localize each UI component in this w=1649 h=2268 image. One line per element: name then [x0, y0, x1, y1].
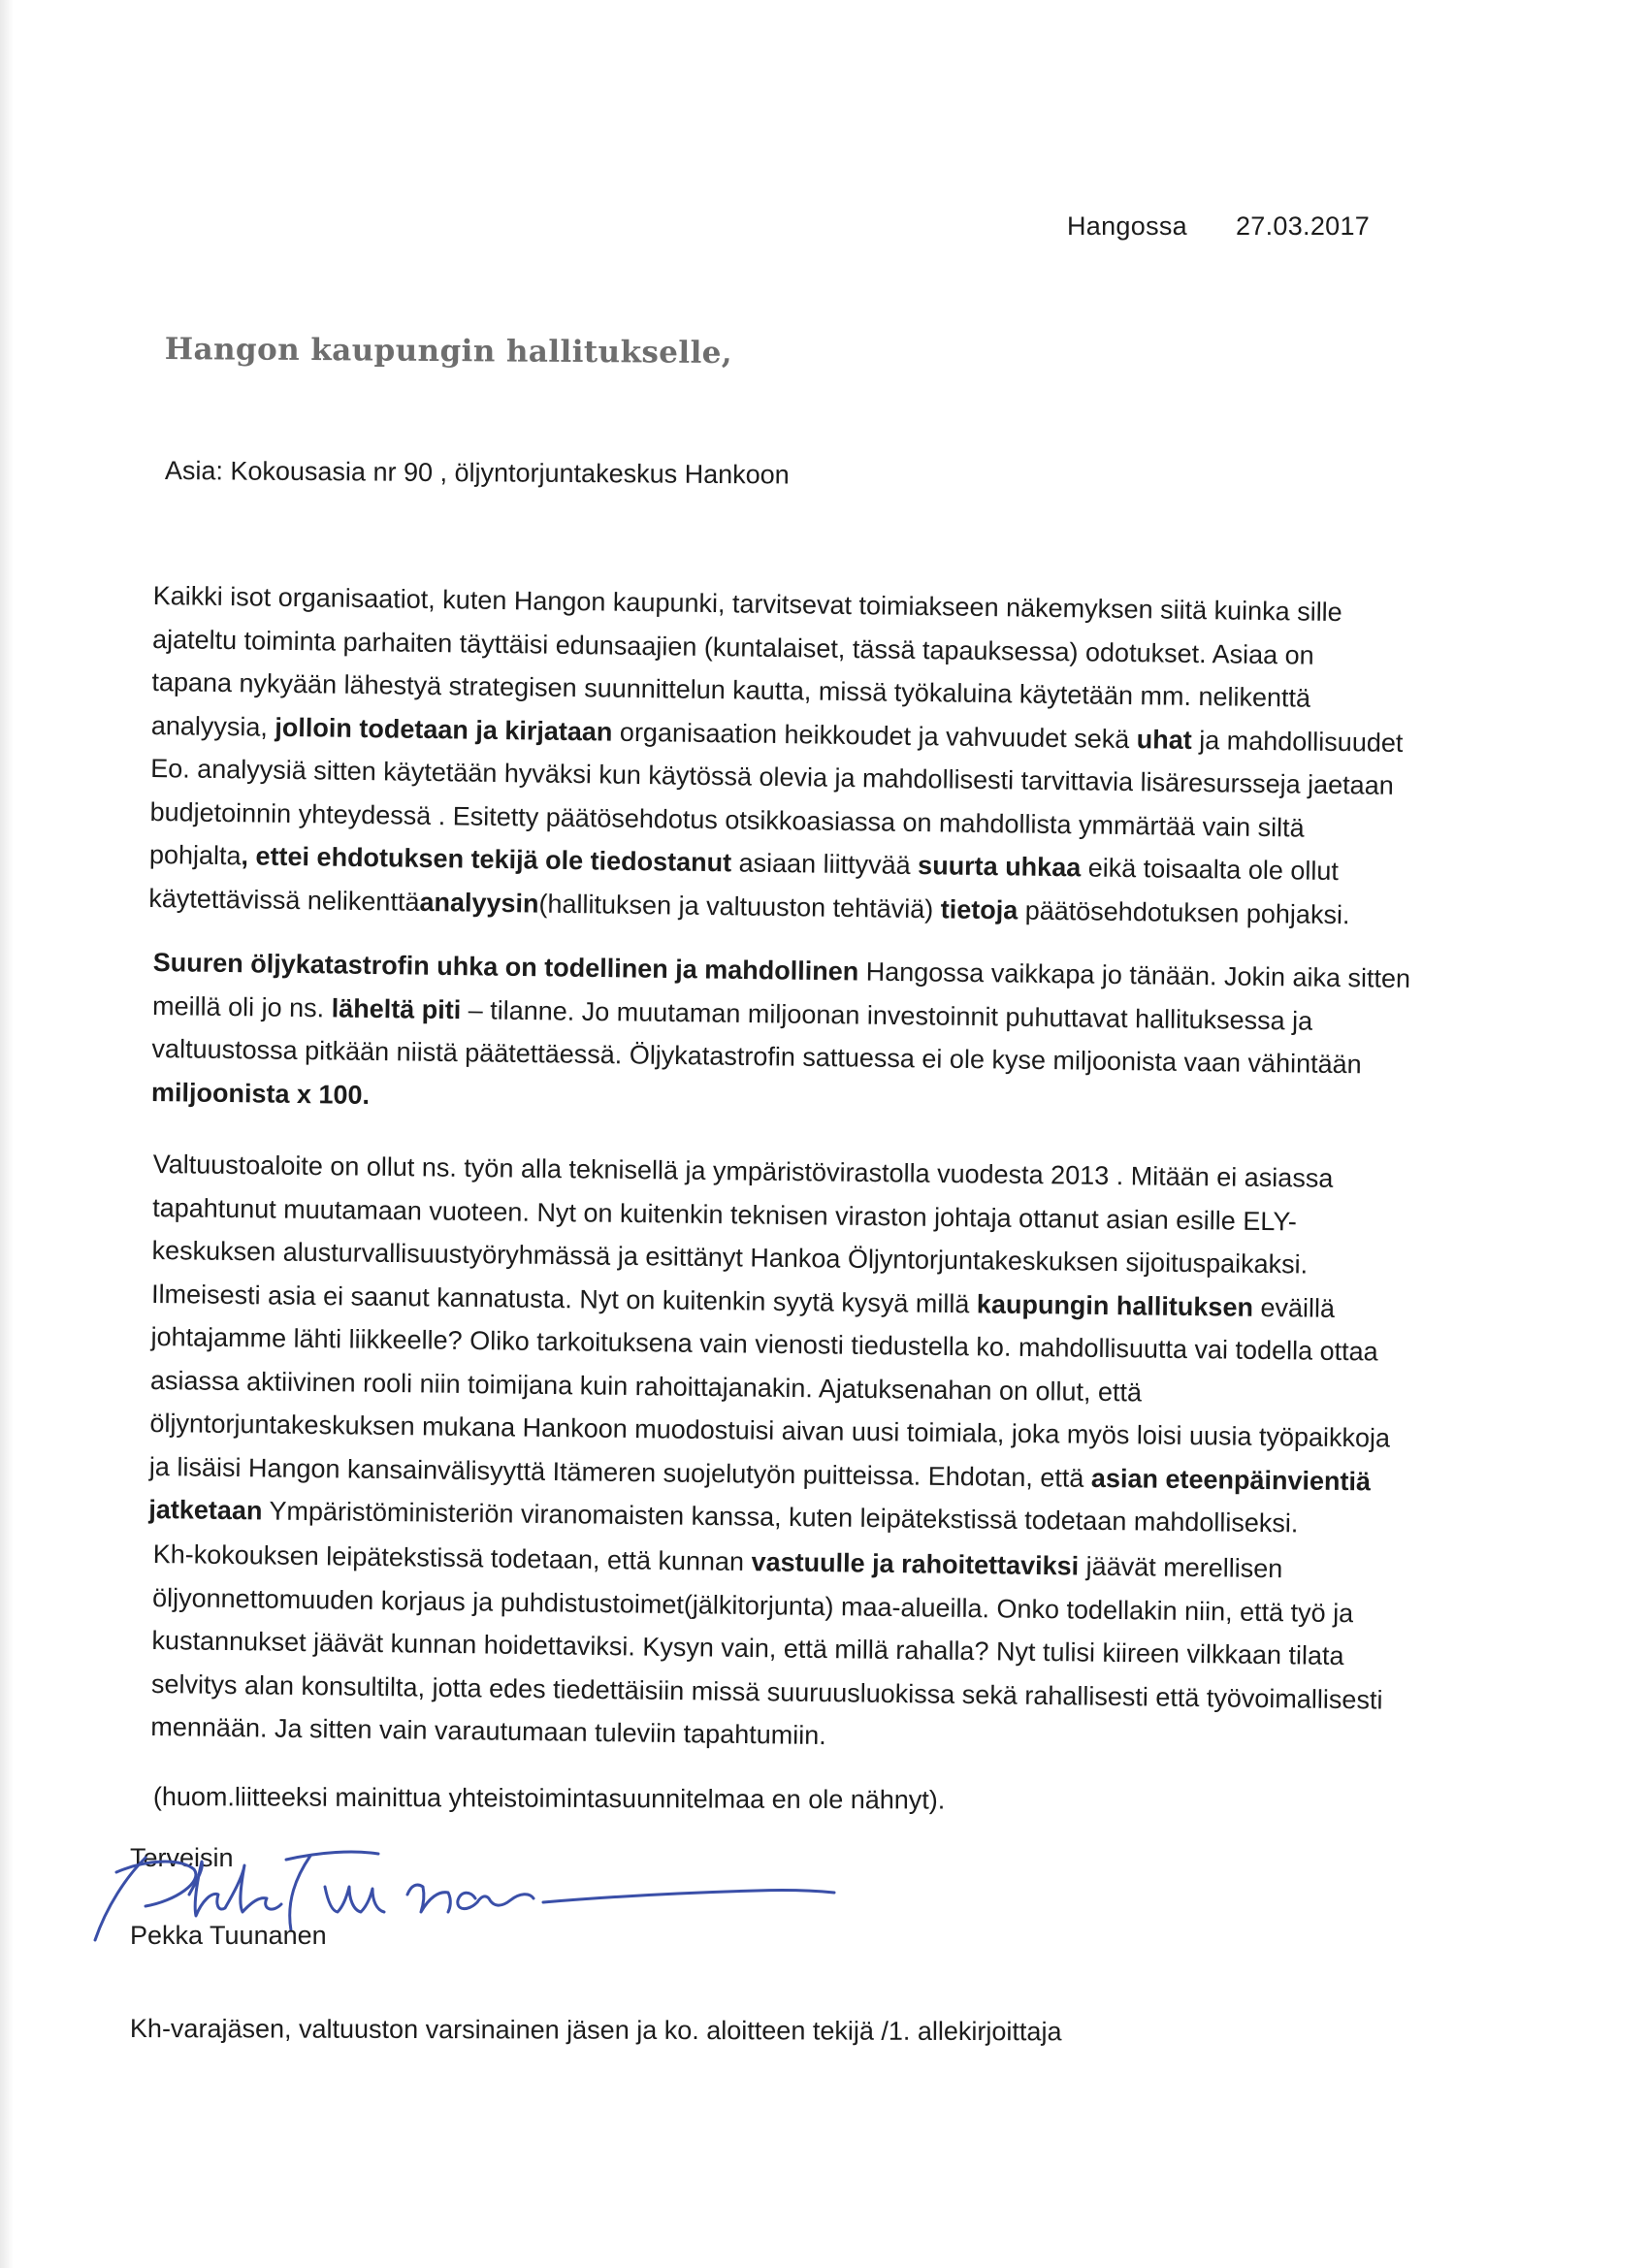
text-run: budjetoinnin yhteydessä . Esitetty päätösehdotus otsikkoasiassa on mahdollista ymmärtää vain siltä	[149, 796, 1305, 843]
emphasized-text: uhat	[1136, 724, 1192, 755]
text-run: eväillä	[1252, 1292, 1336, 1323]
text-run: Ilmeisesti asia ei saanut kannatusta. Nyt on kuitenkin syytä kysyä millä	[150, 1279, 978, 1318]
text-run: keskuksen alusturvallisuustyöryhmässä ja esittänyt Hankoa Öljyntorjuntakeskuksen sijoituspaikaksi.	[151, 1235, 1309, 1280]
recipient-heading: Hangon kaupungin hallitukselle,	[164, 332, 733, 372]
emphasized-text: vastuulle ja rahoitettaviksi	[751, 1547, 1080, 1581]
paragraph-2	[151, 941, 1453, 1131]
text-run: Ympäristöministeriön viranomaisten kanssa, kuten leipätekstissä todetaan mahdolliseksi.	[262, 1496, 1299, 1539]
text-run: öljyntorjuntakeskuksen mukana Hankoon muodostuisi aivan uusi toimiala, joka myös loisi uusia työpaikkoja	[149, 1408, 1391, 1453]
text-run: meillä oli jo ns.	[151, 990, 332, 1022]
text-run: tapahtunut muutamaan vuoteen. Nyt on kuitenkin teknisen viraston johtaja ottanut asian esille ELY-	[152, 1192, 1298, 1236]
text-run: analyysia,	[150, 710, 275, 742]
text-run: öljyonnettomuuden korjaus ja puhdistustoimet(jälkitorjunta) maa-alueilla. Onko todellakin niin, että työ ja	[151, 1582, 1354, 1628]
text-run: Hangossa vaikkapa jo tänään. Jokin aika sitten	[858, 956, 1411, 993]
signer-name: Pekka Tuunanen	[130, 1921, 327, 1950]
paragraph-1	[148, 574, 1453, 938]
text-run: selvitys alan konsultilta, jotta edes tiedettäisiin missä suuruusluokissa sekä rahallisesti että työvoimallisesti	[150, 1669, 1383, 1715]
emphasized-text: analyysin	[419, 887, 539, 919]
emphasized-text: kaupungin hallituksen	[976, 1288, 1254, 1322]
emphasized-text: , ettei ehdotuksen tekijä ole tiedostanut	[241, 841, 732, 878]
text-run: asiassa aktiivinen rooli niin toimijana kuin rahoittajanakin. Ajatuksenahan on ollut, että	[149, 1365, 1143, 1407]
signer-role: Kh-varajäsen, valtuuston varsinainen jäsen ja ko. aloitteen tekijä /1. allekirjoittaja	[129, 2014, 1062, 2047]
text-run: tapana nykyään lähestyä strategisen suunnittelun kautta, missä työkaluina käytetään mm. nelikenttä	[151, 666, 1311, 713]
text-run: käytettävissä nelikenttä	[148, 883, 420, 917]
text-run: ajateltu toiminta parhaiten täyttäisi edunsaajien (kuntalaiset, tässä tapauksessa) odotukset. Asiaa on	[151, 624, 1314, 670]
text-run: mennään. Ja sitten vain varautumaan tuleviin tapahtumiin.	[150, 1711, 826, 1751]
text-run: Eo. analyysiä sitten käytetään hyväksi kun käytössä olevia ja mahdollisesti tarvittavia lisäresursseja jaetaan	[149, 753, 1394, 800]
text-run: asiaan liittyvää	[730, 848, 919, 881]
emphasized-text: läheltä piti	[331, 992, 462, 1024]
text-run: organisaation heikkoudet ja vahvuudet sekä	[612, 717, 1137, 754]
place-and-date	[1067, 211, 1370, 242]
text-run: (hallituksen ja valtuuston tehtäviä)	[538, 889, 941, 923]
text-run: johtajamme lähti liikkeelle? Oliko tarkoituksena vain vienosti tiedustella ko. mahdollisuutta vai todella ottaa	[150, 1321, 1378, 1367]
text-run: Valtuustoaloite on ollut ns. työn alla teknisellä ja ympäristövirastolla vuodesta 2013 . Mitään ei asiassa	[152, 1149, 1334, 1193]
text-run: ja lisäisi Hangon kansainvälisyyttä Itämeren suojelutyön puitteissa. Ehdotan, että	[148, 1451, 1092, 1493]
text-run: Kh-kokouksen leipätekstissä todetaan, että kunnan	[152, 1539, 752, 1577]
scan-edge-shadow	[0, 0, 14, 2268]
date: 27.03.2017	[1235, 211, 1371, 241]
emphasized-text: Suuren öljykatastrofin uhka on todellinen ja mahdollinen	[152, 947, 859, 987]
text-run: pohjalta	[148, 839, 242, 871]
emphasized-text: tietoja	[940, 893, 1018, 924]
text-run: valtuustossa pitkään niistä päätettäessä. Öljykatastrofin sattuessa ei ole kyse miljoonista vaan vähintään	[151, 1033, 1362, 1080]
subject-line: Asia: Kokousasia nr 90 , öljyntorjuntakeskus Hankoon	[164, 456, 790, 490]
place: Hangossa	[1067, 211, 1187, 241]
text-run: päätösehdotuksen pohjaksi.	[1018, 894, 1350, 929]
attachment-note	[153, 1775, 1453, 1824]
paragraph-3	[148, 1143, 1453, 1547]
emphasized-text: jolloin todetaan ja kirjataan	[275, 712, 613, 747]
emphasized-text: miljoonista x 100.	[150, 1077, 371, 1110]
text-run: – tilanne. Jo muutaman miljoonan investoinnit puhuttavat hallituksessa ja	[461, 994, 1313, 1036]
text-run: eikä toisaalta ole ollut	[1081, 853, 1340, 887]
attachment-note-text: (huom.liitteeksi mainittua yhteistoimintasuunnitelmaa en ole nähnyt).	[152, 1781, 946, 1815]
text-run: ja mahdollisuudet	[1191, 725, 1404, 758]
text-run: Kaikki isot organisaatiot, kuten Hangon kaupunki, tarvitsevat toimiakseen näkemyksen siitä kuinka sille	[152, 580, 1342, 628]
closing-greeting: Terveisin	[130, 1843, 234, 1872]
paragraph-4	[150, 1533, 1453, 1766]
emphasized-text: suurta uhkaa	[917, 851, 1082, 883]
emphasized-text: asian eteenpäinvientiä	[1090, 1463, 1372, 1496]
text-run: kustannukset jäävät kunnan hoidettaviksi. Kysyn vain, että millä rahalla? Nyt tulisi kiireen vilkkaan tilata	[151, 1625, 1344, 1671]
emphasized-text: jatketaan	[148, 1494, 263, 1526]
text-run: jäävät merellisen	[1078, 1551, 1283, 1584]
